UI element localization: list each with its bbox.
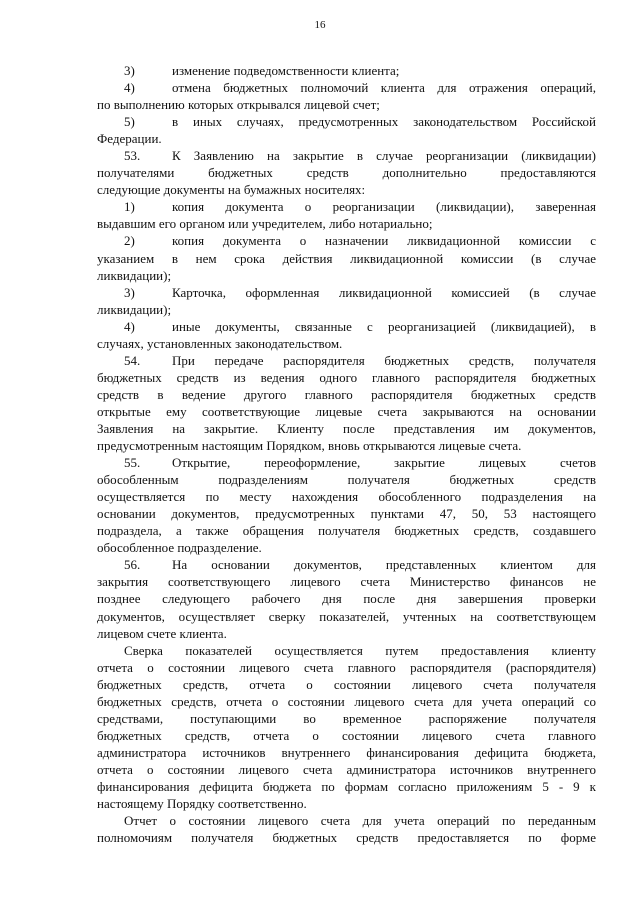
line-text: Сверка показателей осуществляется путем предоставления клиенту: [124, 642, 596, 658]
text-line: [97, 198, 596, 215]
list-marker: 2): [124, 233, 135, 249]
line-text: настоящему Порядку соответственно.: [97, 796, 307, 812]
line-text: ликвидации);: [97, 301, 172, 317]
text-line: [97, 471, 596, 488]
list-marker: 3): [124, 63, 135, 78]
text-line: [97, 693, 596, 710]
list-marker: 1): [124, 199, 135, 215]
text-line: [97, 795, 596, 812]
line-text: средств в ведение другого главного распорядителя бюджетных средств: [97, 386, 596, 402]
text-line: [97, 318, 596, 335]
line-text: документов, осуществляет сверку показателей, учтенных на соответствующем: [97, 608, 596, 624]
line-text: получателями бюджетных средств дополнительно предоставляются: [97, 165, 596, 181]
list-marker: 4): [124, 318, 135, 334]
text-line: [97, 761, 596, 778]
text-line: [97, 352, 596, 369]
text-line: [97, 386, 596, 403]
line-text: При передаче распорядителя бюджетных средств, получателя: [172, 352, 596, 368]
text-line: [97, 147, 596, 164]
line-text: бюджетных средств, отчета о состоянии лицевого счета получателя: [97, 676, 596, 692]
text-line: [97, 79, 596, 96]
text-line: [97, 113, 596, 130]
text-line: [97, 573, 596, 590]
line-text: Открытие, переоформление, закрытие лицевых счетов: [172, 455, 596, 471]
text-line: [97, 539, 596, 556]
text-line: [97, 232, 596, 249]
line-text: позднее следующего рабочего дня после дня завершения проверки: [97, 591, 596, 607]
text-line: [97, 522, 596, 539]
text-line: [97, 778, 596, 795]
line-text: отчета о состоянии лицевого счета главного распорядителя (распорядителя): [97, 659, 596, 675]
line-text: администратора источников внутреннего финансирования дефицита бюджета,: [97, 744, 596, 760]
list-marker: 4): [124, 80, 135, 96]
list-marker: 53.: [124, 148, 141, 164]
line-text: бюджетных средств, отчета о состоянии лицевого счета для учета операций со: [97, 693, 596, 709]
text-line: [97, 437, 596, 454]
text-line: [97, 181, 596, 198]
text-line: [97, 608, 596, 625]
list-marker: 5): [124, 114, 135, 130]
page-number: 16: [314, 19, 326, 31]
list-marker: 55.: [124, 455, 141, 471]
line-text: копия документа о назначении ликвидационной комиссии с: [172, 233, 596, 249]
line-text: предусмотренным настоящим Порядком, вновь открываются лицевые счета.: [97, 438, 522, 454]
text-line: [97, 488, 596, 505]
document-body: [97, 62, 596, 846]
line-text: средствами, поступающими во временное распоряжение получателя: [97, 710, 596, 726]
text-line: [97, 284, 596, 301]
line-text: выдавшим его органом или учредителем, либо нотариально;: [97, 216, 433, 232]
text-line: [97, 454, 596, 471]
line-text: открытые ему соответствующие лицевые счета закрываются на основании: [97, 403, 596, 419]
text-line: [97, 96, 596, 113]
line-text: финансирования дефицита бюджета по формам согласно приложениям 5 - 9 к: [97, 778, 596, 794]
line-text: указанием в нем срока действия ликвидационной комиссии (в случае: [97, 250, 596, 266]
line-text: К Заявлению на закрытие в случае реорганизации (ликвидации): [172, 148, 596, 164]
text-line: [97, 727, 596, 744]
line-text: осуществляется по месту нахождения обособленного подразделения на: [97, 489, 596, 505]
text-line: [97, 744, 596, 761]
text-line: [97, 625, 596, 642]
line-text: полномочиям получателя бюджетных средств предоставляется по форме: [97, 830, 596, 846]
line-text: случаях, установленных законодательством.: [97, 335, 343, 351]
line-text: бюджетных средств, отчета о состоянии лицевого счета главного: [97, 727, 596, 743]
line-text: следующие документы на бумажных носителях:: [97, 182, 366, 198]
text-line: [97, 369, 596, 386]
text-line: [97, 403, 596, 420]
text-line: [97, 215, 596, 232]
line-text: изменение подведомственности клиента;: [172, 63, 400, 78]
line-text: ликвидации);: [97, 267, 172, 283]
line-text: Заявления на закрытие. Клиенту после представления им документов,: [97, 420, 596, 436]
line-text: иные документы, связанные с реорганизацией (ликвидацией), в: [172, 318, 596, 334]
text-line: [97, 829, 596, 846]
line-text: копия документа о реорганизации (ликвидации), заверенная: [172, 199, 596, 215]
list-marker: 54.: [124, 352, 141, 368]
line-text: подраздела, а также обращения получателя бюджетных средств, создавшего: [97, 523, 596, 539]
line-text: отмена бюджетных полномочий клиента для отражения операций,: [172, 80, 596, 96]
text-line: [97, 267, 596, 284]
text-line: [97, 130, 596, 147]
line-text: отчета о состоянии лицевого счета администратора источников внутреннего: [97, 761, 596, 777]
text-line: [97, 659, 596, 676]
line-text: бюджетных средств из ведения одного главного распорядителя бюджетных: [97, 369, 596, 385]
line-text: основании документов, предусмотренных пунктами 47, 50, 53 настоящего: [97, 506, 596, 522]
line-text: обособленным подразделениям получателя бюджетных средств: [97, 472, 596, 488]
line-text: На основании документов, представленных клиентом для: [172, 557, 596, 573]
line-text: обособленное подразделение.: [97, 540, 262, 556]
list-marker: 3): [124, 284, 135, 300]
line-text: Отчет о состоянии лицевого счета для учета операций по переданным: [124, 813, 596, 829]
text-line: [97, 301, 596, 318]
line-text: Карточка, оформленная ликвидационной комиссией (в случае: [172, 284, 596, 300]
text-line: [97, 812, 596, 829]
line-text: лицевом счете клиента.: [97, 625, 227, 641]
text-line: [97, 505, 596, 522]
text-line: [97, 62, 596, 79]
text-line: [97, 250, 596, 267]
text-line: [97, 676, 596, 693]
list-marker: 56.: [124, 557, 141, 573]
text-line: [97, 164, 596, 181]
text-line: [97, 710, 596, 727]
line-text: в иных случаях, предусмотренных законодательством Российской: [172, 114, 596, 130]
line-text: по выполнению которых открывался лицевой счет;: [97, 97, 380, 113]
line-text: Федерации.: [97, 131, 162, 147]
text-line: [97, 642, 596, 659]
line-text: закрытия соответствующего лицевого счета Министерство финансов не: [97, 574, 596, 590]
text-line: [97, 420, 596, 437]
text-line: [97, 335, 596, 352]
text-line: [97, 556, 596, 573]
text-line: [97, 590, 596, 607]
